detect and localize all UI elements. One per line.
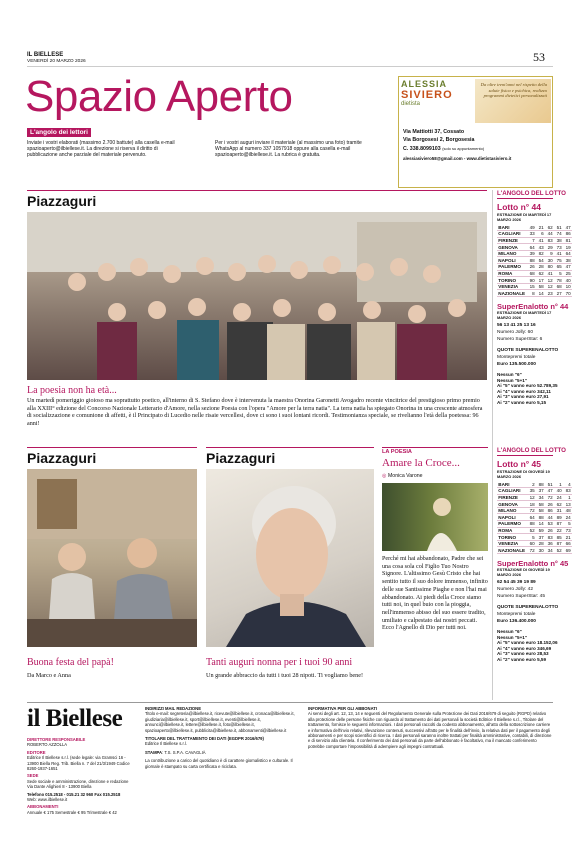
lotto-number: 62 (554, 501, 563, 508)
lotto-number: 62 (536, 270, 545, 277)
footer-col2 (145, 706, 295, 769)
lotto-number: 48 (563, 507, 572, 514)
lotto-number: 37 (536, 534, 545, 541)
article2-caption: Da Marco e Anna (27, 672, 71, 679)
lotto-row (497, 534, 572, 541)
lotto1-title: Lotto n° 44 (497, 202, 542, 212)
intro-left: Inviate i vostri elaborati (massimo 2.700 battute) alla casella e-mail spazioaperto@ilbiellese.it. La direzione si riserva il diritto di pubblicazione anche parziale del materiale pervenuto. (27, 140, 175, 159)
footer-col3 (308, 706, 553, 749)
lotto-city: CAGLIARI (497, 488, 527, 495)
lotto-number: 43 (536, 244, 545, 251)
ad-address2: Via Borgosesi 2, Borgosesia (403, 137, 475, 143)
lotto-number: 68 (527, 270, 536, 277)
lotto-number: 21 (563, 534, 572, 541)
col2-text: Titolo e-mail: segreteria@ilbiellese.it, ricevute@ilbiellese.it, cronaca@ilbiellese.it, giudiziaria@ilbiellese.it, sport@ilbiellese.it, eventi@ilbiellese.it, annunci@ilbiellese.it, lettere@ilbiellese.it, foto@ilbiellese.it, spazioaperto@ilbiellese.it, pubblicita@ilbiellese.it, abbonamenti@ilbiellese.it (145, 711, 295, 733)
lotto-number: 62 (545, 224, 554, 231)
lotto-number: 65 (554, 264, 563, 271)
lotto-number: 5 (554, 270, 563, 277)
issue-date: VENERDÌ 20 MARZO 2026 (27, 59, 86, 64)
lotto-number: 37 (536, 488, 545, 495)
col2-title2: TITOLARE DEL TRATTAMENTO DEI DATI (EGDPR 2016/679) (145, 736, 264, 742)
lotto-number: 19 (563, 244, 572, 251)
lotto-number: 59 (536, 527, 545, 534)
ad-brand-bottom: SIVIERO (401, 89, 453, 101)
lotto-number: 1 (563, 494, 572, 501)
lotto-city: TORINO (497, 277, 527, 284)
lotto-city: NAZIONALE (498, 290, 526, 296)
lotto-number: 53 (545, 521, 554, 528)
lotto-number: 73 (563, 527, 572, 534)
lotto-number: 52 (527, 527, 536, 534)
quote-line: Ai "5" vanno euro 18.152,06 (497, 640, 558, 645)
lotto-number: 12 (545, 277, 554, 284)
lotto-number: 41 (545, 270, 554, 277)
ad-address1: Via Mattiotti 37, Cossato (403, 129, 465, 135)
lotto-city: BARI (497, 224, 527, 231)
lotto1-superstar: Numero SuperStar: 6 (497, 337, 543, 342)
lotto1-super-title: SuperEnalotto n° 44 (497, 302, 569, 311)
quote-line: Ai "4" vanno euro 342,11 (497, 388, 551, 394)
lotto2-jolly: Numero Jolly: 42 (497, 587, 533, 592)
lotto-number: 30 (545, 257, 554, 264)
ad-logo-box (401, 79, 471, 119)
group-photo (27, 212, 487, 380)
lotto-number: 41 (536, 237, 545, 244)
quote-line: Nessun "6" (497, 629, 522, 634)
subs-label: ABBONAMENTI (27, 804, 59, 810)
lotto-row (497, 521, 572, 528)
lotto-number: 82 (536, 250, 545, 257)
lotto-number: 49 (527, 224, 536, 231)
lotto-number: 54 (536, 257, 545, 264)
lotto-city: PALERMO (497, 264, 527, 271)
poem-author: ◎ Monica Varone (382, 473, 423, 479)
lotto-number: 87 (554, 521, 563, 528)
lotto-number: 83 (563, 488, 572, 495)
lotto-number: 35 (527, 488, 536, 495)
lotto-row (497, 237, 572, 244)
lotto-number: 86 (563, 231, 572, 238)
lotto-number: 38 (554, 237, 563, 244)
lotto-number: 58 (536, 501, 545, 508)
lotto-number: 17 (536, 277, 545, 284)
lotto-row (497, 290, 572, 297)
quote-line: Nessun "5+1" (497, 377, 528, 383)
print-info: STAMPA: T.S. S.P.A. CAVAGLIÀ (145, 749, 206, 755)
lotto1-montepremi-value: Euro 135.500.000 (497, 362, 536, 367)
lotto-number: 13 (563, 501, 572, 508)
poem-title: Amare la Croce... (382, 457, 460, 469)
quote-line: Nessun "6" (497, 372, 522, 377)
lotto-number: 69 (563, 547, 572, 554)
lotto-row (497, 547, 572, 554)
lotto-row (497, 514, 572, 521)
article3-kicker: Piazzaguri (206, 450, 276, 466)
lotto-number: 2 (527, 481, 536, 488)
lotto2-quote-title: QUOTE SUPERENALOTTO (497, 605, 559, 610)
lotto-city: NAZIONALE (498, 547, 526, 553)
article2-kicker: Piazzaguri (27, 450, 97, 466)
lotto-number: 24 (554, 494, 563, 501)
lotto-city: MILANO (497, 250, 527, 257)
lotto-number: 5 (527, 534, 536, 541)
lotto-number: 85 (554, 534, 563, 541)
lotto-city: MILANO (497, 507, 527, 514)
lotto-number: 7 (527, 237, 536, 244)
lotto-city: CAGLIARI (497, 231, 527, 238)
lotto-number: 47 (563, 264, 572, 271)
lotto-number: 72 (527, 547, 536, 554)
lotto-number: 81 (563, 237, 572, 244)
lotto-city: FIRENZE (497, 494, 527, 501)
lotto-number: 47 (563, 224, 572, 231)
lotto-number: 72 (545, 494, 554, 501)
poem-kicker: LA POESIA (382, 449, 412, 455)
lotto-number: 10 (563, 283, 572, 290)
family-photo (27, 469, 197, 647)
lotto-number: 30 (536, 547, 545, 554)
lotto-row (497, 257, 572, 264)
col2-text3: La contribuzione a carico del quotidiano è di carattere giornalistico e culturale. Il giornale è stampato su carta certificata e riciclata. (145, 758, 293, 769)
lotto1-subtitle: ESTRAZIONE DI MARTEDÌ 17 MARZO 2026 (497, 212, 552, 222)
ad-contacts: alessiasiviero58@gmail.com - www.dietistasiviero.it (403, 156, 512, 161)
footer-logo: il Biellese (27, 705, 123, 732)
quote-line: Ai "4" vanno euro 346,69 (497, 645, 552, 651)
lotto-number: 12 (527, 494, 536, 501)
dietitian-ad[interactable] (398, 76, 553, 188)
section-subtag: L'angolo dei lettori (27, 128, 91, 137)
lotto-number: 51 (554, 224, 563, 231)
lotto-number: 12 (545, 283, 554, 290)
lotto-number: 36 (545, 540, 554, 547)
lotto-number: 41 (554, 250, 563, 257)
lotto1-numbers: 56 13 41 25 13 16 (497, 323, 536, 328)
lotto-number: 44 (545, 231, 554, 238)
lotto-number: 29 (545, 244, 554, 251)
lotto-city: BARI (497, 481, 527, 488)
lotto-number: 40 (563, 277, 572, 284)
lotto-number: 70 (563, 290, 572, 297)
article1-kicker: Piazzaguri (27, 193, 97, 209)
director-name: ROBERTO AZZOLLA (27, 742, 68, 748)
lotto-city: NAPOLI (497, 257, 527, 264)
ad-photo (475, 79, 551, 123)
lotto-number: 28 (536, 540, 545, 547)
lotto-city: GENOVA (497, 501, 527, 508)
lotto-number: 52 (554, 547, 563, 554)
article3-caption: Un grande abbraccio da tutti i tuoi 28 nipoti. Ti vogliamo bene! (206, 672, 364, 679)
paper-name: IL BIELLESE (27, 52, 64, 58)
lotto-city: GENOVA (497, 244, 527, 251)
lotto-number: 88 (527, 257, 536, 264)
lotto1-jolly: Numero Jolly: 60 (497, 330, 533, 335)
ad-brand-top: ALESSIA (401, 79, 448, 89)
article2-headline: Buona festa del papà! (27, 657, 114, 668)
lotto-number: 66 (563, 540, 572, 547)
quote-line: Ai "3" vanno euro 27,91 (497, 394, 549, 399)
article1-headline: La poesia non ha età... (27, 385, 117, 396)
lotto-row (497, 264, 572, 271)
lotto2-table (497, 481, 572, 554)
lotto-city: PALERMO (497, 521, 527, 528)
lotto-number: 28 (536, 264, 545, 271)
ad-role: dietista (401, 101, 421, 107)
poem-photo (382, 483, 488, 551)
lotto-number: 88 (527, 521, 536, 528)
lotto-city: ROMA (497, 527, 527, 534)
lotto1-quote-list (497, 372, 558, 405)
ad-phone: C. 338.8099103 (solo su appuntamento) (403, 146, 485, 152)
lotto-row (497, 501, 572, 508)
lotto-number: 89 (554, 514, 563, 521)
lotto-city: VENEZIA (497, 283, 527, 290)
lotto-number: 73 (554, 244, 563, 251)
lotto-number: 58 (536, 507, 545, 514)
poem-text: Perché mi hai abbandonato, Padre che sei una cosa sola col Figlio Tuo Nostro Signore. L'altissimo Gesù Cristo che hai sentito tutto il suo dolore immenso, infinito delle sue Santissime Piaghe e non l'hai mai abbandonato. Ai piedi della Croce siamo tutti noi, in quel buio con la pioggia, nell'immenso abisso del suo essere tradito, umiliato e calpestato dai nostri peccati. Ecco l'Agnello di Dio per tutti noi. (382, 556, 488, 632)
lotto-number: 39 (527, 250, 536, 257)
lotto-number: 26 (527, 264, 536, 271)
lotto-number: 33 (527, 231, 536, 238)
lotto-row (497, 540, 572, 547)
publisher-label: EDITORE (27, 749, 46, 755)
lotto-number: 90 (527, 277, 536, 284)
lotto1-table (497, 224, 572, 297)
lotto2-title: Lotto n° 45 (497, 459, 542, 469)
lotto1-super-sub: ESTRAZIONE DI MARTEDÌ 17 MARZO 2026 (497, 310, 552, 320)
article1-body: Un martedì pomeriggio gioioso ma soprattutto poetico, all'interno di S. Stefano dove è intervenuta la maestra Onorina Garonetti Avogadro recente vincitrice del prestigioso primo premio alla XXIII° edizione del Concorso Nazionale Letterario d'Amore, nella sezione Poesia con l'opera "Amore per la terra natia". La terra natia ha spiegato Onorina in una crescente atmosfera di socializzazione e comunione di affetti, è il Principato di Lucedio nelle risaie vercellesi, dove ci sono i suoi lontani ricordi. Testimonianza speciale, se rivelianno l'età della poetessa: 96 anni! (27, 398, 483, 427)
lotto-number: 58 (536, 283, 545, 290)
footer-phone: Telefono 015.2518 - 015.21 32 960 Fax 015.2518 (27, 791, 121, 797)
lotto-number: 40 (554, 488, 563, 495)
lotto-number: 38 (563, 257, 572, 264)
lotto-row (497, 283, 572, 290)
lotto2-subtitle: ESTRAZIONE DI GIOVEDÌ 19 MARZO 2026 (497, 469, 550, 479)
lotto2-numbers: 62 54 45 39 19 89 (497, 580, 536, 585)
office-text: Sede sociale e amministrazione, direzione e redazione Via Dante Alighieri 8 - 13900 Biella (27, 778, 129, 790)
lotto-number: 8 (527, 290, 536, 297)
author-icon: ◎ (382, 473, 387, 479)
lotto-number: 47 (545, 488, 554, 495)
lotto-row (497, 244, 572, 251)
lotto-row (497, 481, 572, 488)
subs-text: Annuale € 175 Semestrale € 95 Trimestrale € 42 (27, 809, 117, 815)
quote-line: Ai "2" vanno euro 5,15 (497, 399, 547, 405)
lotto-number: 80 (545, 264, 554, 271)
lotto-number: 88 (536, 514, 545, 521)
quote-line: Nessun "5+1" (497, 634, 528, 640)
col3-title: INFORMATIVA PER GLI ABBONATI (308, 706, 378, 711)
lotto-number: 64 (563, 250, 572, 257)
lotto-number: 87 (554, 540, 563, 547)
lotto-number: 27 (554, 290, 563, 297)
lotto-number: 9 (545, 250, 554, 257)
lotto1-quote-title: QUOTE SUPERENALOTTO (497, 348, 559, 353)
lotto-row (497, 231, 572, 238)
lotto-row (497, 507, 572, 514)
grandmother-photo (206, 469, 374, 647)
lotto-number: 31 (554, 507, 563, 514)
footer-web: Web: www.ilbiellese.it (27, 797, 68, 803)
quote-line: Ai "5" vanno euro 52.789,35 (497, 383, 558, 388)
lotto-number: 34 (545, 547, 554, 554)
lotto-city: NAPOLI (497, 514, 527, 521)
lotto1-section: L'ANGOLO DEL LOTTO (497, 190, 566, 197)
lotto-row (497, 224, 572, 231)
lotto-number: 44 (545, 514, 554, 521)
col3-text: Ai sensi degli art. 12, 13, 14 e seguenti del Regolamento Generale sulla Protezione dei Dati 2016/679 di seguito (RGPD) relativo alla protezione delle persone fisiche con riguardo al trattamento dei dati personali la società Editrice Il Biellese s.r.l., Titolare del trattamento, fornisce le seguenti informazioni. I dati personali raccolti da codesto abbonamento, all'atto della sottoscrizione carriere e informativa dell'invio relativi, rilevazione contenuti, successivi all'atto per le finalità dell'invio, la relativa dati per il pagamento degli abbonamenti e per scopi scientifici di ricerca. I dati personali saranno inoltre trattati per finalità amministrative, contabili, di direzione e di servizio alla clientela. Il conferimento dei dati personali da parte dell'abbonato è facoltativo, ma il mancato conferimento potrebbe comportare l'impossibilità di adempiere agli impegni contrattuali. (308, 711, 552, 749)
lotto-number: 83 (545, 534, 554, 541)
intro-right: Per i vostri auguri inviare il materiale (al massimo una foto) tramite WhatsApp al numero 337 1057918 oppure alla casella e-mail spazioaperto@ilbiellese.it. La rubrica è gratuita. (215, 140, 362, 159)
lotto-number: 26 (545, 501, 554, 508)
ad-tagline: Da oltre trent'anni nel rispetto della salute fisica e psichica, realizzo programmi dietetici personalizzati (480, 82, 547, 99)
lotto-number: 26 (545, 527, 554, 534)
lotto-number: 72 (527, 507, 536, 514)
lotto-number: 60 (527, 540, 536, 547)
lotto-number: 64 (527, 514, 536, 521)
lotto2-super-title: SuperEnalotto n° 45 (497, 559, 569, 568)
lotto-row (497, 494, 572, 501)
office-label: SEDE (27, 773, 39, 779)
page-number: 53 (533, 50, 545, 64)
lotto2-superstar: Numero SuperStar: 45 (497, 594, 545, 599)
lotto-number: 18 (527, 501, 536, 508)
lotto-number: 23 (545, 290, 554, 297)
quote-line: Ai "2" vanno euro 5,59 (497, 656, 547, 662)
lotto-number: 24 (563, 514, 572, 521)
lotto-number: 22 (554, 527, 563, 534)
lotto1-montepremi: Montepremi totale (497, 355, 536, 360)
lotto-city: ROMA (497, 270, 527, 277)
lotto-city: TORINO (497, 534, 527, 541)
lotto-number: 14 (536, 521, 545, 528)
lotto-number: 34 (536, 494, 545, 501)
publisher-text: Editrice Il Biellese s.r.l. (sede legale: via Gramsci 16 - 13900 Biella Reg. Trib. Biella n. 7 del 21/3/1949 Codice 8260-1937-1651 (27, 755, 130, 772)
lotto-number: 74 (554, 231, 563, 238)
lotto-number: 4 (563, 481, 572, 488)
article3-headline: Tanti auguri nonna per i tuoi 90 anni (206, 657, 353, 668)
footer-masthead (27, 737, 135, 815)
lotto-number: 83 (545, 237, 554, 244)
lotto-number: 1 (554, 481, 563, 488)
lotto-number: 64 (527, 244, 536, 251)
lotto-number: 68 (554, 283, 563, 290)
lotto-city: VENEZIA (497, 540, 527, 547)
lotto-row (497, 488, 572, 495)
lotto-row (497, 250, 572, 257)
lotto-number: 78 (554, 277, 563, 284)
lotto-row (497, 270, 572, 277)
lotto-row (497, 527, 572, 534)
lotto-number: 25 (563, 270, 572, 277)
col2-title: INDIRIZZI MAIL REDAZIONE (145, 706, 201, 711)
lotto-number: 75 (554, 257, 563, 264)
lotto-row (497, 277, 572, 284)
lotto2-montepremi-value: Euro 136.400.000 (497, 619, 536, 624)
lotto-number: 5 (563, 521, 572, 528)
quote-line: Ai "3" vanno euro 28,53 (497, 651, 549, 656)
lotto-number: 15 (527, 283, 536, 290)
lotto-city: FIRENZE (497, 237, 527, 244)
col2-text2: Editrice Il Biellese s.r.l. (145, 741, 187, 747)
lotto2-super-sub: ESTRAZIONE DI GIOVEDÌ 19 MARZO 2026 (497, 567, 550, 577)
section-title: Spazio Aperto (25, 72, 293, 121)
lotto-number: 88 (536, 481, 545, 488)
lotto2-quote-list (497, 629, 558, 662)
lotto-number: 6 (536, 231, 545, 238)
lotto2-section: L'ANGOLO DEL LOTTO (497, 447, 566, 454)
lotto-number: 14 (536, 290, 545, 297)
lotto-number: 86 (545, 507, 554, 514)
director-label: DIRETTORE RESPONSABILE (27, 737, 86, 742)
lotto-number: 51 (545, 481, 554, 488)
lotto2-montepremi: Montepremi totale (497, 612, 536, 617)
lotto-number: 21 (536, 224, 545, 231)
